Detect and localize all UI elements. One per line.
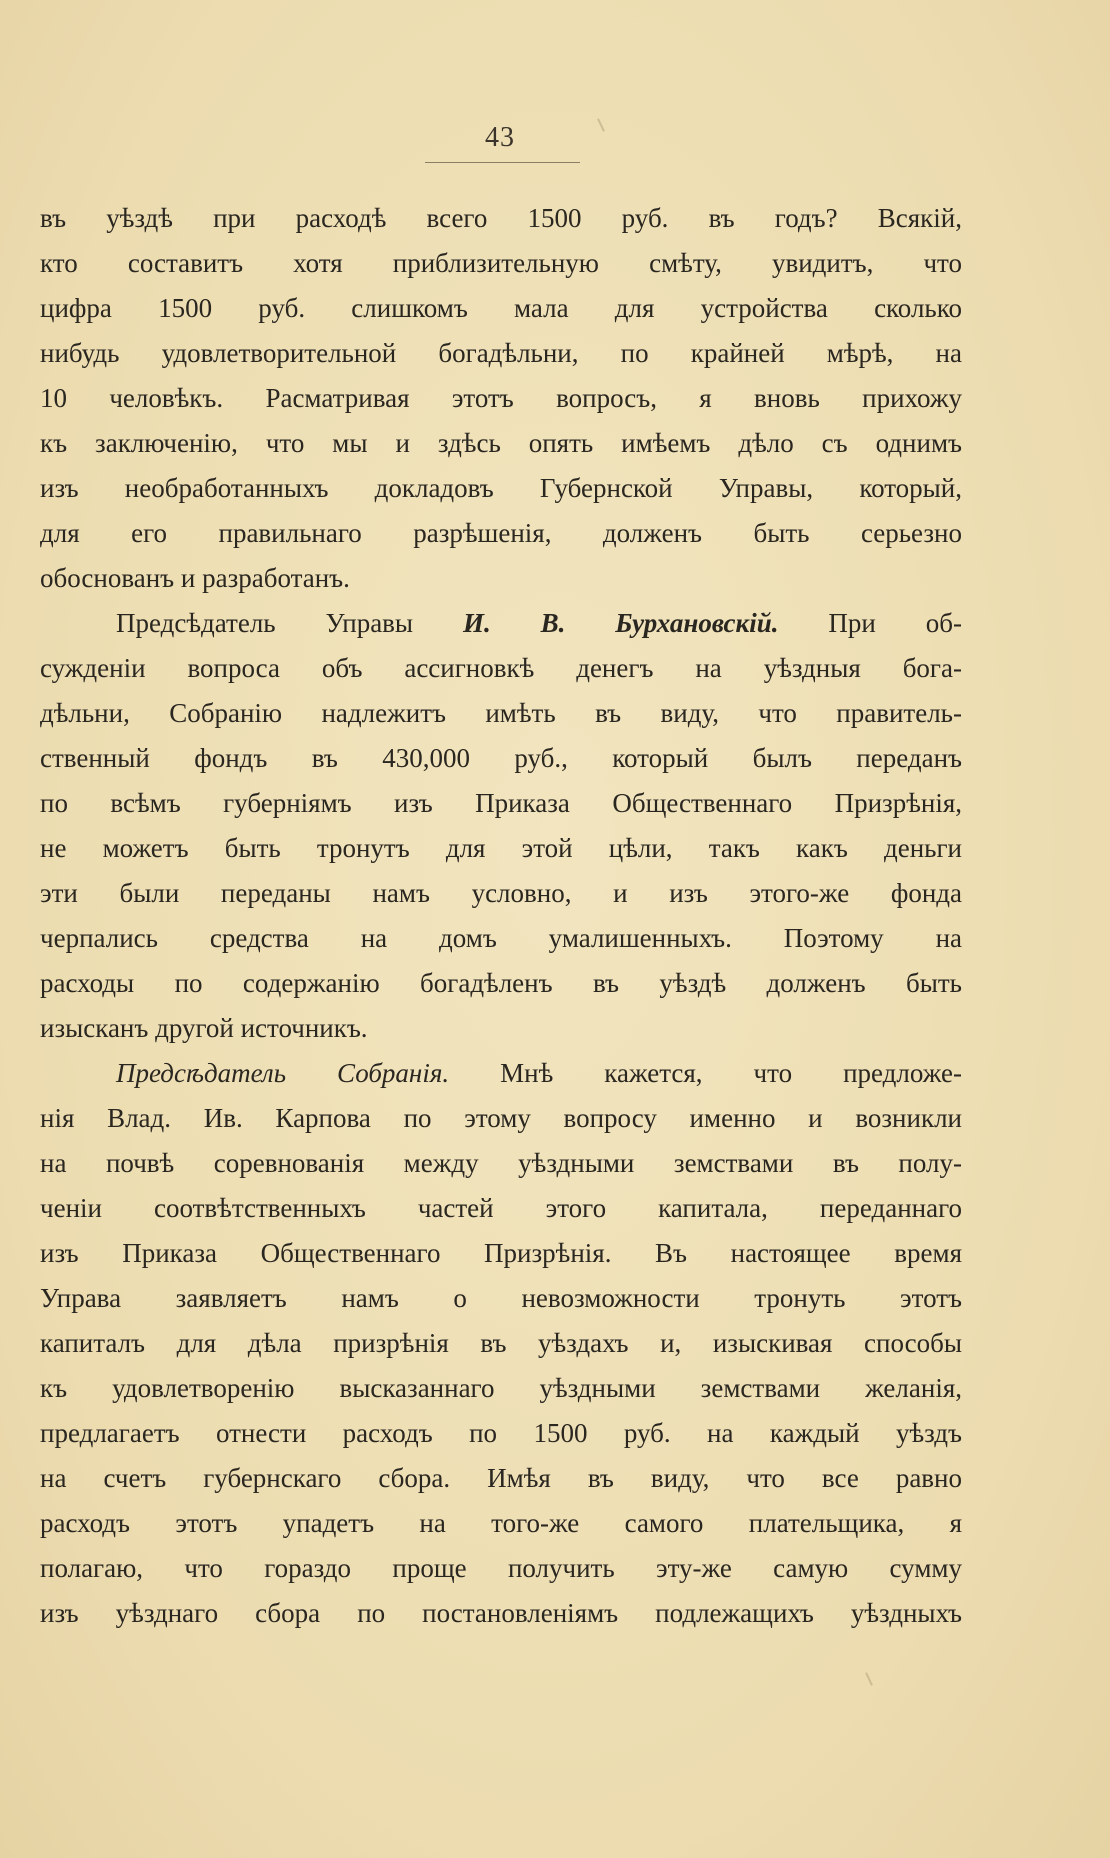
text-line: расходъ этотъ упадетъ на того-же самого плательщика, я — [40, 1508, 962, 1538]
paragraph-3 — [40, 1051, 962, 1636]
text-line: нибудь удовлетворительной богадѣльни, по крайней мѣрѣ, на — [40, 338, 962, 368]
text-line: сужденіи вопроса объ ассигновкѣ денегъ на уѣздныя бога- — [40, 653, 962, 683]
paragraph-1 — [40, 196, 962, 601]
text-line: изысканъ другой источникъ. — [40, 1013, 368, 1043]
text-line: дѣльни, Собранію надлежитъ имѣть въ виду, что правитель- — [40, 698, 962, 728]
text-line: эти были переданы намъ условно, и изъ этого-же фонда — [40, 878, 962, 908]
text-line: полагаю, что гораздо проще получить эту-же самую сумму — [40, 1553, 962, 1583]
text-line: къ заключенію, что мы и здѣсь опять имѣемъ дѣло съ однимъ — [40, 428, 962, 458]
speech-start: При об- — [778, 608, 962, 638]
text-line: для его правильнаго разрѣшенія, долженъ быть серьезно — [40, 518, 962, 548]
text-line: къ удовлетворенію высказаннаго уѣздными земствами желанія, — [40, 1373, 962, 1403]
paper-speck — [865, 1672, 873, 1686]
text-line: цифра 1500 руб. слишкомъ мала для устройства сколько — [40, 293, 962, 323]
text-line: ченіи соотвѣтственныхъ частей этого капитала, переданнаго — [40, 1193, 962, 1223]
body-text — [40, 196, 962, 1636]
text-line: предлагаетъ отнести расходъ по 1500 руб. на каждый уѣздъ — [40, 1418, 962, 1448]
text-line: изъ Приказа Общественнаго Призрѣнія. Въ настоящее время — [40, 1238, 962, 1268]
text-line: въ уѣздѣ при расходѣ всего 1500 руб. въ годъ? Всякій, — [40, 203, 962, 233]
text-line: изъ уѣзднаго сбора по постановленіямъ подлежащихъ уѣздныхъ — [40, 1598, 962, 1628]
speaker-name: Предсѣдатель Собранія. — [116, 1058, 450, 1088]
speech-start: Мнѣ кажется, что предложе- — [449, 1058, 962, 1088]
speaker-title: Предсѣдатель Управы — [116, 608, 463, 638]
text-line: нія Влад. Ив. Карпова по этому вопросу именно и возникли — [40, 1103, 962, 1133]
text-line: по всѣмъ губерніямъ изъ Приказа Общественнаго Призрѣнія, — [40, 788, 962, 818]
text-line: капиталъ для дѣла призрѣнія въ уѣздахъ и, изыскивая способы — [40, 1328, 962, 1358]
paragraph-opening-line — [40, 601, 962, 646]
paragraph-opening-line — [40, 1051, 962, 1096]
text-line: черпались средства на домъ умалишенныхъ. Поэтому на — [40, 923, 962, 953]
text-line: обоснованъ и разработанъ. — [40, 563, 350, 593]
text-line: на почвѣ соревнованія между уѣздными земствами въ полу- — [40, 1148, 962, 1178]
text-line: 10 человѣкъ. Расматривая этотъ вопросъ, я вновь прихожу — [40, 383, 962, 413]
text-line: ственный фондъ въ 430,000 руб., который былъ переданъ — [40, 743, 962, 773]
text-line: не можетъ быть тронутъ для этой цѣли, такъ какъ деньги — [40, 833, 962, 863]
text-line: изъ необработанныхъ докладовъ Губернской Управы, который, — [40, 473, 962, 503]
speaker-name: И. В. Бурхановскій. — [462, 608, 779, 638]
text-line: кто составитъ хотя приблизительную смѣту, увидитъ, что — [40, 248, 962, 278]
text-line: расходы по содержанію богадѣленъ въ уѣздѣ долженъ быть — [40, 968, 962, 998]
paragraph-2 — [40, 601, 962, 1051]
text-line: на счетъ губернскаго сбора. Имѣя въ виду, что все равно — [40, 1463, 962, 1493]
page-number: 43 — [485, 122, 515, 153]
page-number-rule — [425, 162, 580, 163]
text-line: Управа заявляетъ намъ о невозможности тронуть этотъ — [40, 1283, 962, 1313]
